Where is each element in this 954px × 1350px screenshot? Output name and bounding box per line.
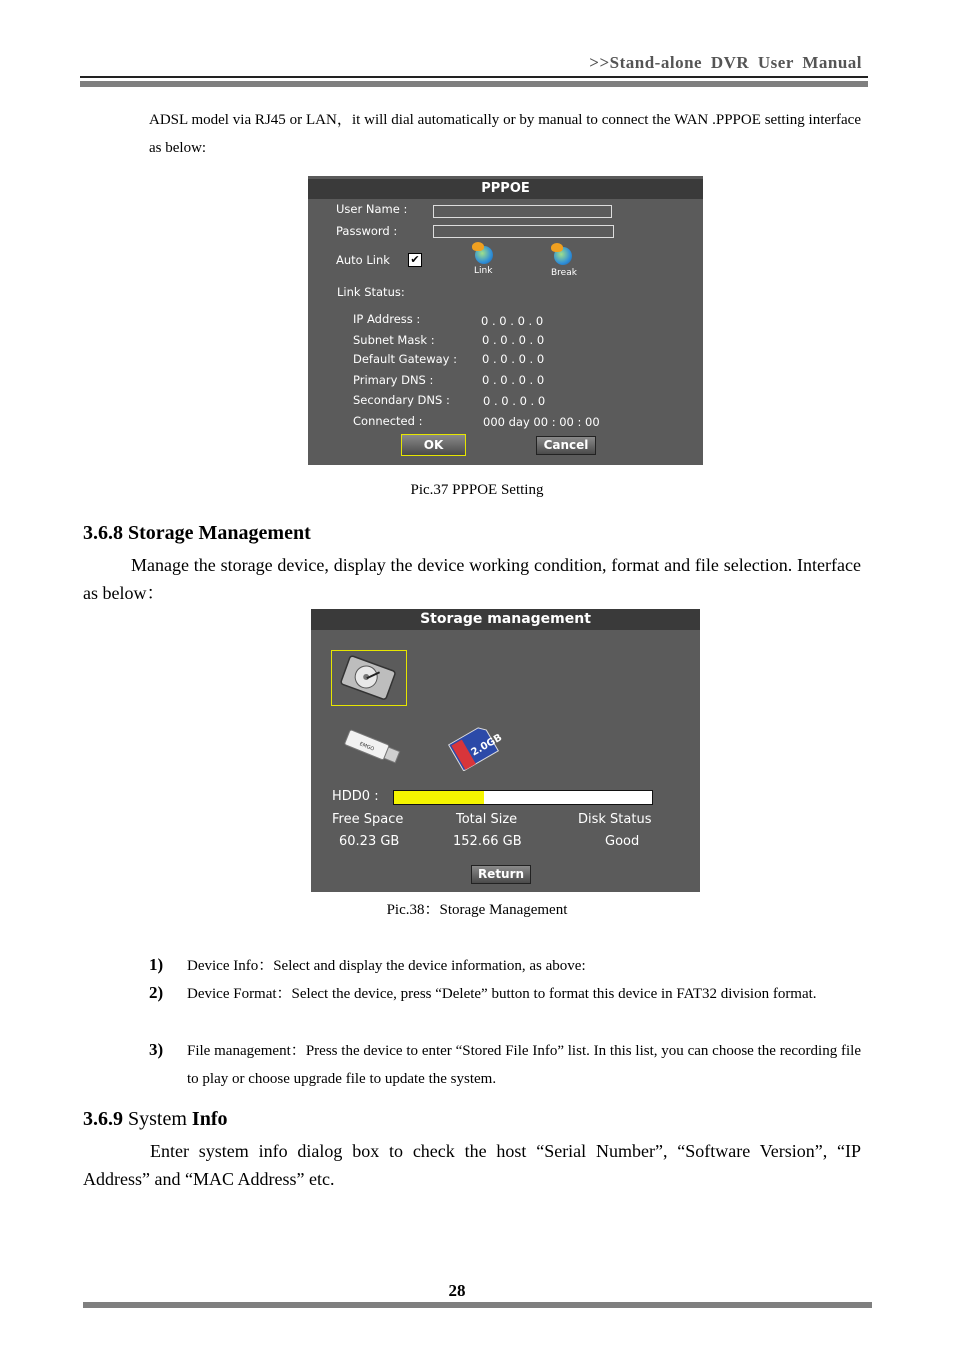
usb-brand-text: EMGO: [358, 741, 375, 753]
running-header: >>Stand-alone DVR User Manual: [589, 53, 862, 72]
status-row-value: 0 . 0 . 0 . 0: [483, 394, 546, 408]
status-row-value: 0 . 0 . 0 . 0: [482, 352, 545, 366]
list-number: 3): [149, 1040, 164, 1059]
pppoe-screen: [308, 176, 703, 465]
section-369-text: Enter system info dialog box to check the host “Serial Number”, “Software Version”, “IP Address” and “MAC Address” etc.: [83, 1141, 861, 1189]
disk-status-value: Good: [605, 834, 640, 849]
list-number: 1): [149, 955, 164, 974]
pppoe-title: PPPOE: [308, 179, 703, 199]
cancel-button[interactable]: Cancel: [536, 436, 596, 455]
break-globe-icon: [554, 247, 572, 265]
pic37-caption: Pic.37 PPPOE Setting: [410, 482, 544, 498]
break-label: Break: [551, 268, 577, 278]
sd-card-text: 2.0GB: [469, 732, 505, 759]
status-row-label: Connected :: [353, 414, 423, 428]
footer-rule: [83, 1302, 872, 1308]
list-item: File management：Press the device to enter “Stored File Info” list. In this list, you can choose the recording file to play or choose upgrade file to update the system.: [187, 1043, 861, 1087]
hard-disk-icon: [332, 651, 406, 705]
status-row-label: Secondary DNS :: [353, 393, 450, 407]
list-number: 2): [149, 983, 164, 1002]
status-row-value: 000 day 00 : 00 : 00: [483, 415, 600, 429]
link-label: Link: [474, 266, 493, 276]
auto-link-label: Auto Link: [336, 253, 390, 267]
link-globe-icon: [475, 246, 493, 264]
hdd-label: HDD0 :: [332, 789, 379, 804]
password-input[interactable]: [433, 225, 614, 238]
header-rule-thin: [80, 76, 868, 78]
user-name-label: User Name :: [336, 202, 408, 216]
status-row-value: 0 . 0 . 0 . 0: [481, 314, 544, 328]
intro-paragraph: ADSL model via RJ45 or LAN，it will dial automatically or by manual to connect the WAN .PPPOE setting interface as below:: [149, 112, 861, 156]
return-button[interactable]: Return: [471, 865, 531, 884]
status-row-value: 0 . 0 . 0 . 0: [482, 333, 545, 347]
section-368-heading: 3.6.8 Storage Management: [83, 522, 311, 544]
ok-button[interactable]: OK: [401, 434, 466, 456]
free-space-value: 60.23 GB: [339, 834, 400, 849]
list-item: Device Format：Select the device, press “Delete” button to format this device in FAT32 division format.: [187, 986, 817, 1002]
auto-link-checkbox[interactable]: ✔: [408, 253, 422, 267]
page-number: 28: [448, 1281, 466, 1300]
status-row-label: Default Gateway :: [353, 352, 458, 366]
disk-usage-bar: [393, 790, 653, 805]
free-space-label: Free Space: [332, 812, 404, 827]
link-status-label: Link Status:: [337, 285, 405, 299]
storage-title: Storage management: [311, 609, 700, 630]
list-item: Device Info：Select and display the device information, as above:: [187, 958, 586, 974]
status-row-label: Subnet Mask :: [353, 333, 435, 347]
password-label: Password :: [336, 224, 398, 238]
hdd-device-tile[interactable]: [331, 650, 407, 706]
header-rule-thick: [80, 81, 868, 87]
total-size-label: Total Size: [456, 812, 518, 827]
section-369-heading: 3.6.9 System Info: [83, 1108, 228, 1130]
storage-screen: [311, 609, 700, 892]
section-368-text: Manage the storage device, display the device working condition, format and file selection. Interface as below：: [83, 555, 861, 603]
disk-status-label: Disk Status: [578, 812, 652, 827]
user-name-input[interactable]: [433, 205, 612, 218]
status-row-value: 0 . 0 . 0 . 0: [482, 373, 545, 387]
pic38-caption: Pic.38：Storage Management: [386, 902, 568, 918]
total-size-value: 152.66 GB: [453, 834, 522, 849]
status-row-label: Primary DNS :: [353, 373, 434, 387]
usb-drive-icon[interactable]: [341, 727, 403, 769]
disk-usage-fill: [394, 791, 484, 804]
status-row-label: IP Address :: [353, 312, 421, 326]
sd-card-icon[interactable]: [441, 723, 505, 771]
